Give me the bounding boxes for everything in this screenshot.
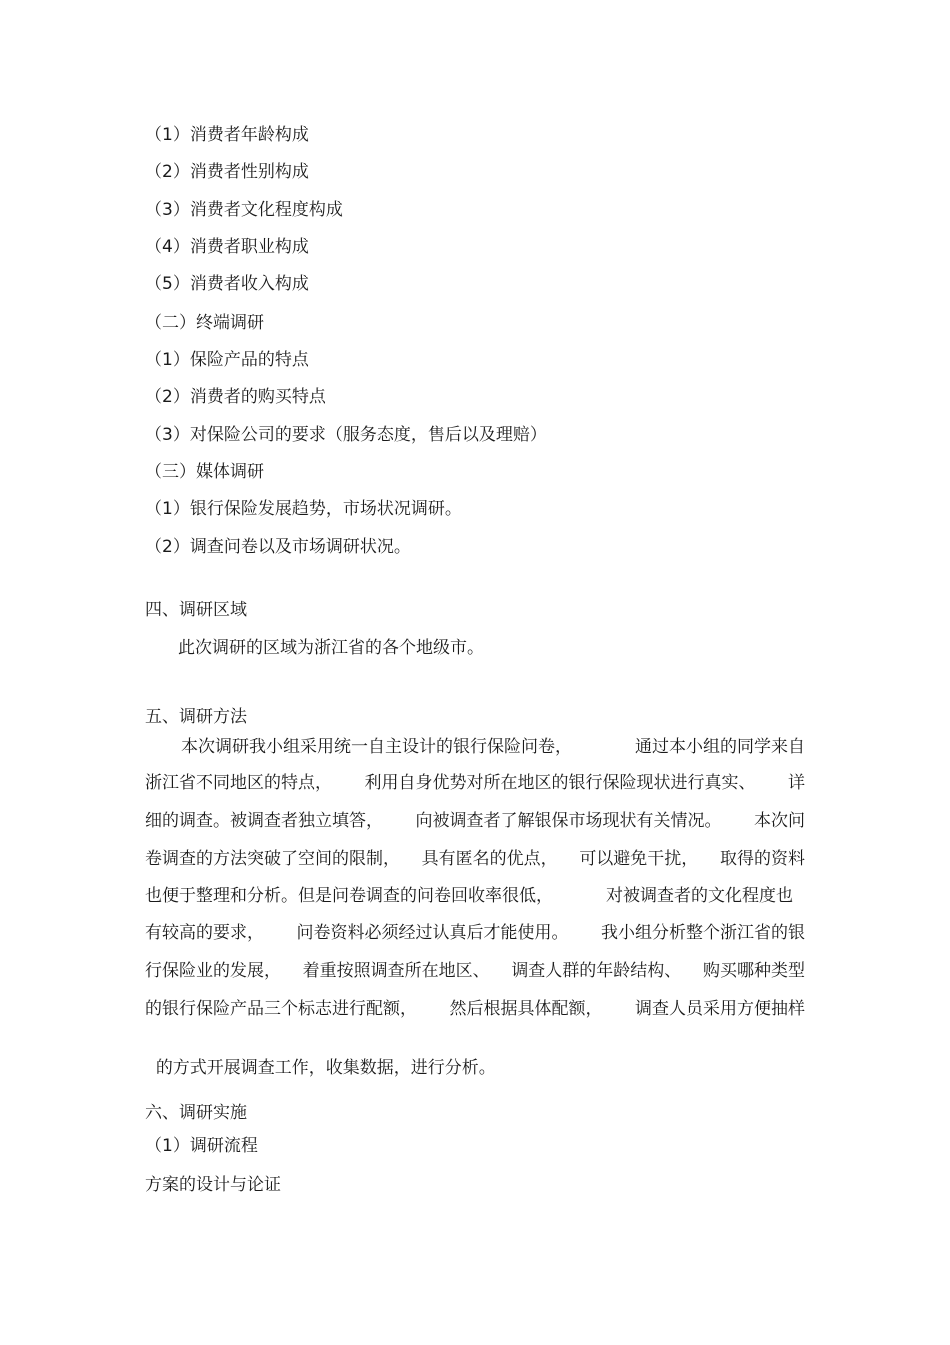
text-segment: 本次问 [754,811,805,831]
paragraph-text: 此次调研的区域为浙江省的各个地级市。 [178,638,484,658]
text-segment: 细的调查。被调查者独立填答， [145,811,383,831]
text-segment: 本次调研我小组采用统一自主设计的银行保险问卷， [181,737,572,757]
paragraph-line [145,998,805,1020]
list-item: （2）消费者的购买特点 [145,387,326,407]
text-segment: 浙江省不同地区的特点， [145,773,332,793]
paragraph-line [145,810,805,832]
list-item: （4）消费者职业构成 [145,237,309,257]
text-segment: 通过本小组的同学来自 [635,737,805,757]
text-segment: 行保险业的发展， [145,961,281,981]
paragraph-line [145,772,805,794]
paragraph-line [181,736,805,758]
text-segment: 有较高的要求， [145,923,264,943]
text-segment: 购买哪种类型 [702,961,805,981]
text-segment: 具有匿名的优点， [421,849,558,869]
list-item: （3）消费者文化程度构成 [145,200,343,220]
paragraph-line [145,885,793,907]
paragraph-line [145,922,805,944]
paragraph-line [145,960,805,982]
text-segment: 着重按照调查所在地区、 [302,961,490,981]
text-segment: 可以避免干扰， [579,849,699,869]
text-segment: 我小组分析整个浙江省的银 [601,923,805,943]
text-segment: 的方式开展调查工作，收集数据，进行分析。 [155,1058,496,1078]
list-item: （3）对保险公司的要求（服务态度，售后以及理赔） [145,425,547,445]
subsection-heading: （1）调研流程 [145,1136,258,1156]
text-segment: 问卷资料必须经过认真后才能使用。 [296,923,569,943]
text-segment: 向被调查者了解银保市场现状有关情况。 [415,811,722,831]
section-heading: 四、调研区域 [145,600,247,620]
list-item: （1）保险产品的特点 [145,350,309,370]
list-item: （1）消费者年龄构成 [145,125,309,145]
list-item: （2）调查问卷以及市场调研状况。 [145,537,411,557]
section-heading: 六、调研实施 [145,1103,247,1123]
section-heading: （三）媒体调研 [145,462,264,482]
text-segment: 对被调查者的文化程度也 [606,886,793,906]
list-item: （1）银行保险发展趋势，市场状况调研。 [145,499,462,519]
text-segment: 的银行保险产品三个标志进行配额， [145,999,417,1019]
text-segment: 取得的资料 [719,849,805,869]
paragraph-line [145,848,805,870]
text-segment: 利用自身优势对所在地区的银行保险现状进行真实、 [364,773,756,793]
text-segment: 然后根据具体配额， [449,999,603,1019]
text-segment: 调查人员采用方便抽样 [635,999,805,1019]
text-segment: 详 [788,773,805,793]
section-heading: 五、调研方法 [145,707,247,727]
paragraph-line [145,1035,805,1079]
section-heading: （二）终端调研 [145,313,264,333]
text-segment: 卷调查的方法突破了空间的限制， [145,849,400,869]
list-item: （2）消费者性别构成 [145,162,309,182]
text-segment: 调查人群的年龄结构、 [511,961,682,981]
paragraph-text: 方案的设计与论证 [145,1175,281,1195]
list-item: （5）消费者收入构成 [145,274,309,294]
text-segment: 也便于整理和分析。但是问卷调查的问卷回收率很低， [145,886,553,906]
